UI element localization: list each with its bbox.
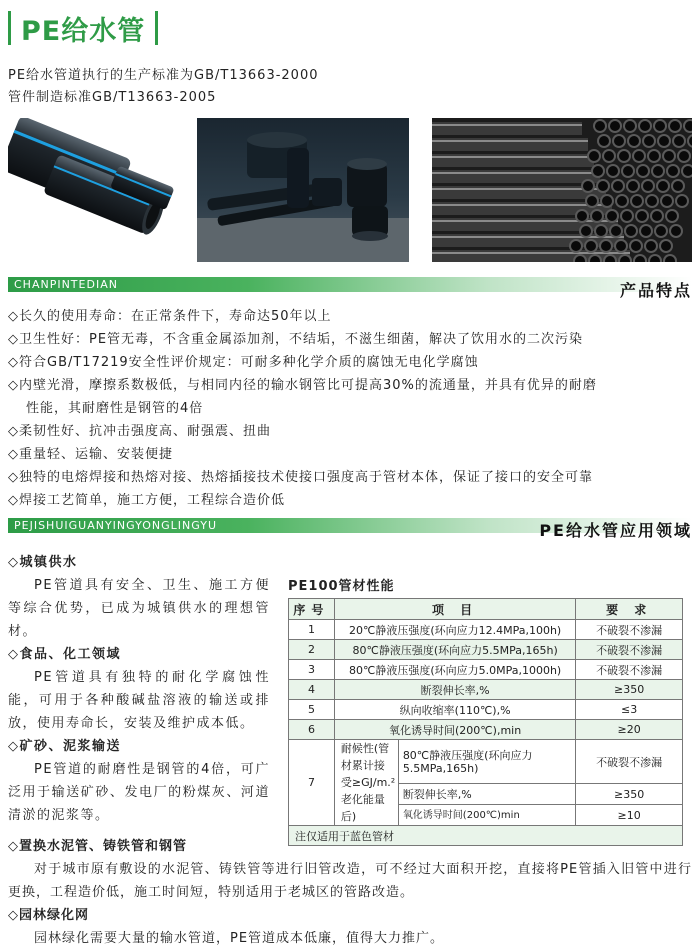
cell-req: ≤3 xyxy=(576,700,683,720)
photo-stacked-pipes xyxy=(432,118,692,262)
cell-req: 不破裂不渗漏 xyxy=(576,640,683,660)
feature-item: ◇柔韧性好、抗冲击强度高、耐强震、扭曲 xyxy=(8,424,271,439)
cell-item: 耐候性(管材累计接受≥GJ/m.²老化能量后) xyxy=(334,740,398,826)
title-left-bar xyxy=(8,11,11,45)
application-list xyxy=(8,551,270,827)
pe100-performance-table xyxy=(288,598,683,846)
photo-pipe-fittings xyxy=(197,118,409,262)
photo-pipe-segments xyxy=(8,118,180,262)
feature-item: ◇卫生性好：PE管无毒，不含重金属添加剂，不结垢，不滋生细菌，解决了饮用水的二次污染 xyxy=(8,332,584,347)
cell-req: 不破裂不渗漏 xyxy=(576,660,683,680)
application-bottom xyxy=(8,835,692,950)
header-requirement: 要 求 xyxy=(576,599,683,620)
cell-sub-item: 氧化诱导时间(200℃)min xyxy=(398,805,576,826)
section-title-features: 产品特点 xyxy=(619,281,692,300)
header-no: 序号 xyxy=(289,599,335,620)
feature-item: ◇长久的使用寿命：在正常条件下，寿命达50年以上 xyxy=(8,309,332,324)
cell-req: 不破裂不渗漏 xyxy=(576,620,683,640)
application-text: 园林绿化需要大量的输水管道，PE管道成本低廉，值得大力推广。 xyxy=(34,931,445,946)
feature-item: ◇符合GB/T17219安全性评价规定：可耐多种化学介质的腐蚀无电化学腐蚀 xyxy=(8,355,479,370)
section-title-applications: PE给水管应用领域 xyxy=(539,521,692,540)
table-note: 注仅适用于蓝色管材 xyxy=(289,826,683,846)
cell-sub-item: 80℃静液压强度(环向应力5.5MPa,165h) xyxy=(398,740,576,784)
cell-req: ≥10 xyxy=(576,805,683,826)
feature-item: ◇独特的电熔焊接和热熔对接、热熔插接技术使接口强度高于管材本体，保证了接口的安全可靠 xyxy=(8,470,593,485)
cell-no: 6 xyxy=(289,720,335,740)
table-row xyxy=(289,680,683,700)
page-title: PE给水管 xyxy=(21,15,146,47)
application-heading: ◇城镇供水 xyxy=(8,555,78,570)
page-header xyxy=(8,8,158,48)
cell-req: ≥350 xyxy=(576,784,683,805)
application-text: PE管道具有独特的耐化学腐蚀性能，可用于各种酸碱盐溶液的输送或排放，使用寿命长，安装及维护成本低。 xyxy=(8,670,270,731)
table-header-row xyxy=(289,599,683,620)
application-heading: ◇园林绿化网 xyxy=(8,908,89,923)
title-right-bar xyxy=(155,11,158,45)
application-text: PE管道具有安全、卫生、施工方便等综合优势，已成为城镇供水的理想管材。 xyxy=(8,578,270,639)
section-en-label: PEJISHUIGUANYINGYONGLINGYU xyxy=(14,519,217,532)
table-row xyxy=(289,720,683,740)
production-standard: PE给水管道执行的生产标准为GB/T13663-2000 xyxy=(8,68,319,83)
section-en-label: CHANPINTEDIAN xyxy=(14,278,118,291)
cell-no: 7 xyxy=(289,740,335,826)
table-row xyxy=(289,620,683,640)
cell-item: 氧化诱导时间(200℃),min xyxy=(334,720,575,740)
fitting-standard: 管件制造标准GB/T13663-2005 xyxy=(8,90,217,105)
cell-no: 2 xyxy=(289,640,335,660)
cell-no: 5 xyxy=(289,700,335,720)
cell-req: ≥350 xyxy=(576,680,683,700)
cell-item: 80℃静液压强度(环向应力5.5MPa,165h) xyxy=(334,640,575,660)
application-text: 对于城市原有敷设的水泥管、铸铁管等进行旧管改造，可不经过大面积开挖，直接将PE管插入旧管中进行更换，工程造价低，施工时间短，特别适用于老城区的管路改造。 xyxy=(8,862,692,900)
table-row xyxy=(289,660,683,680)
cell-item: 20℃静液压强度(环向应力12.4MPa,100h) xyxy=(334,620,575,640)
cell-req: 不破裂不渗漏 xyxy=(576,740,683,784)
table-row xyxy=(289,640,683,660)
table-row xyxy=(289,740,683,784)
cell-item: 断裂伸长率,% xyxy=(334,680,575,700)
cell-sub-item: 断裂伸长率,% xyxy=(398,784,576,805)
table-title: PE100管材性能 xyxy=(288,579,395,594)
cell-item: 纵向收缩率(110℃),% xyxy=(334,700,575,720)
cell-no: 1 xyxy=(289,620,335,640)
feature-item-continued: 性能，其耐磨性是钢管的4倍 xyxy=(26,401,204,416)
application-heading: ◇置换水泥管、铸铁管和钢管 xyxy=(8,839,187,854)
application-text: PE管道的耐磨性是钢管的4倍，可广泛用于输送矿砂、发电厂的粉煤灰、河道清淤的泥浆等。 xyxy=(8,762,270,823)
feature-item: ◇重量轻、运输、安装便捷 xyxy=(8,447,173,462)
application-heading: ◇食品、化工领域 xyxy=(8,647,121,662)
feature-item: ◇焊接工艺简单，施工方便，工程综合造价低 xyxy=(8,493,285,508)
cell-item: 80℃静液压强度(环向应力5.0MPa,1000h) xyxy=(334,660,575,680)
header-item: 项 目 xyxy=(334,599,575,620)
cell-no: 3 xyxy=(289,660,335,680)
application-heading: ◇矿砂、泥浆输送 xyxy=(8,739,121,754)
section-band-features xyxy=(8,277,692,292)
feature-list xyxy=(8,305,692,512)
cell-req: ≥20 xyxy=(576,720,683,740)
feature-item: ◇内壁光滑，摩擦系数极低，与相同内径的输水钢管比可提高30%的流通量，并具有优异的耐磨 xyxy=(8,378,597,393)
table-row xyxy=(289,700,683,720)
cell-no: 4 xyxy=(289,680,335,700)
